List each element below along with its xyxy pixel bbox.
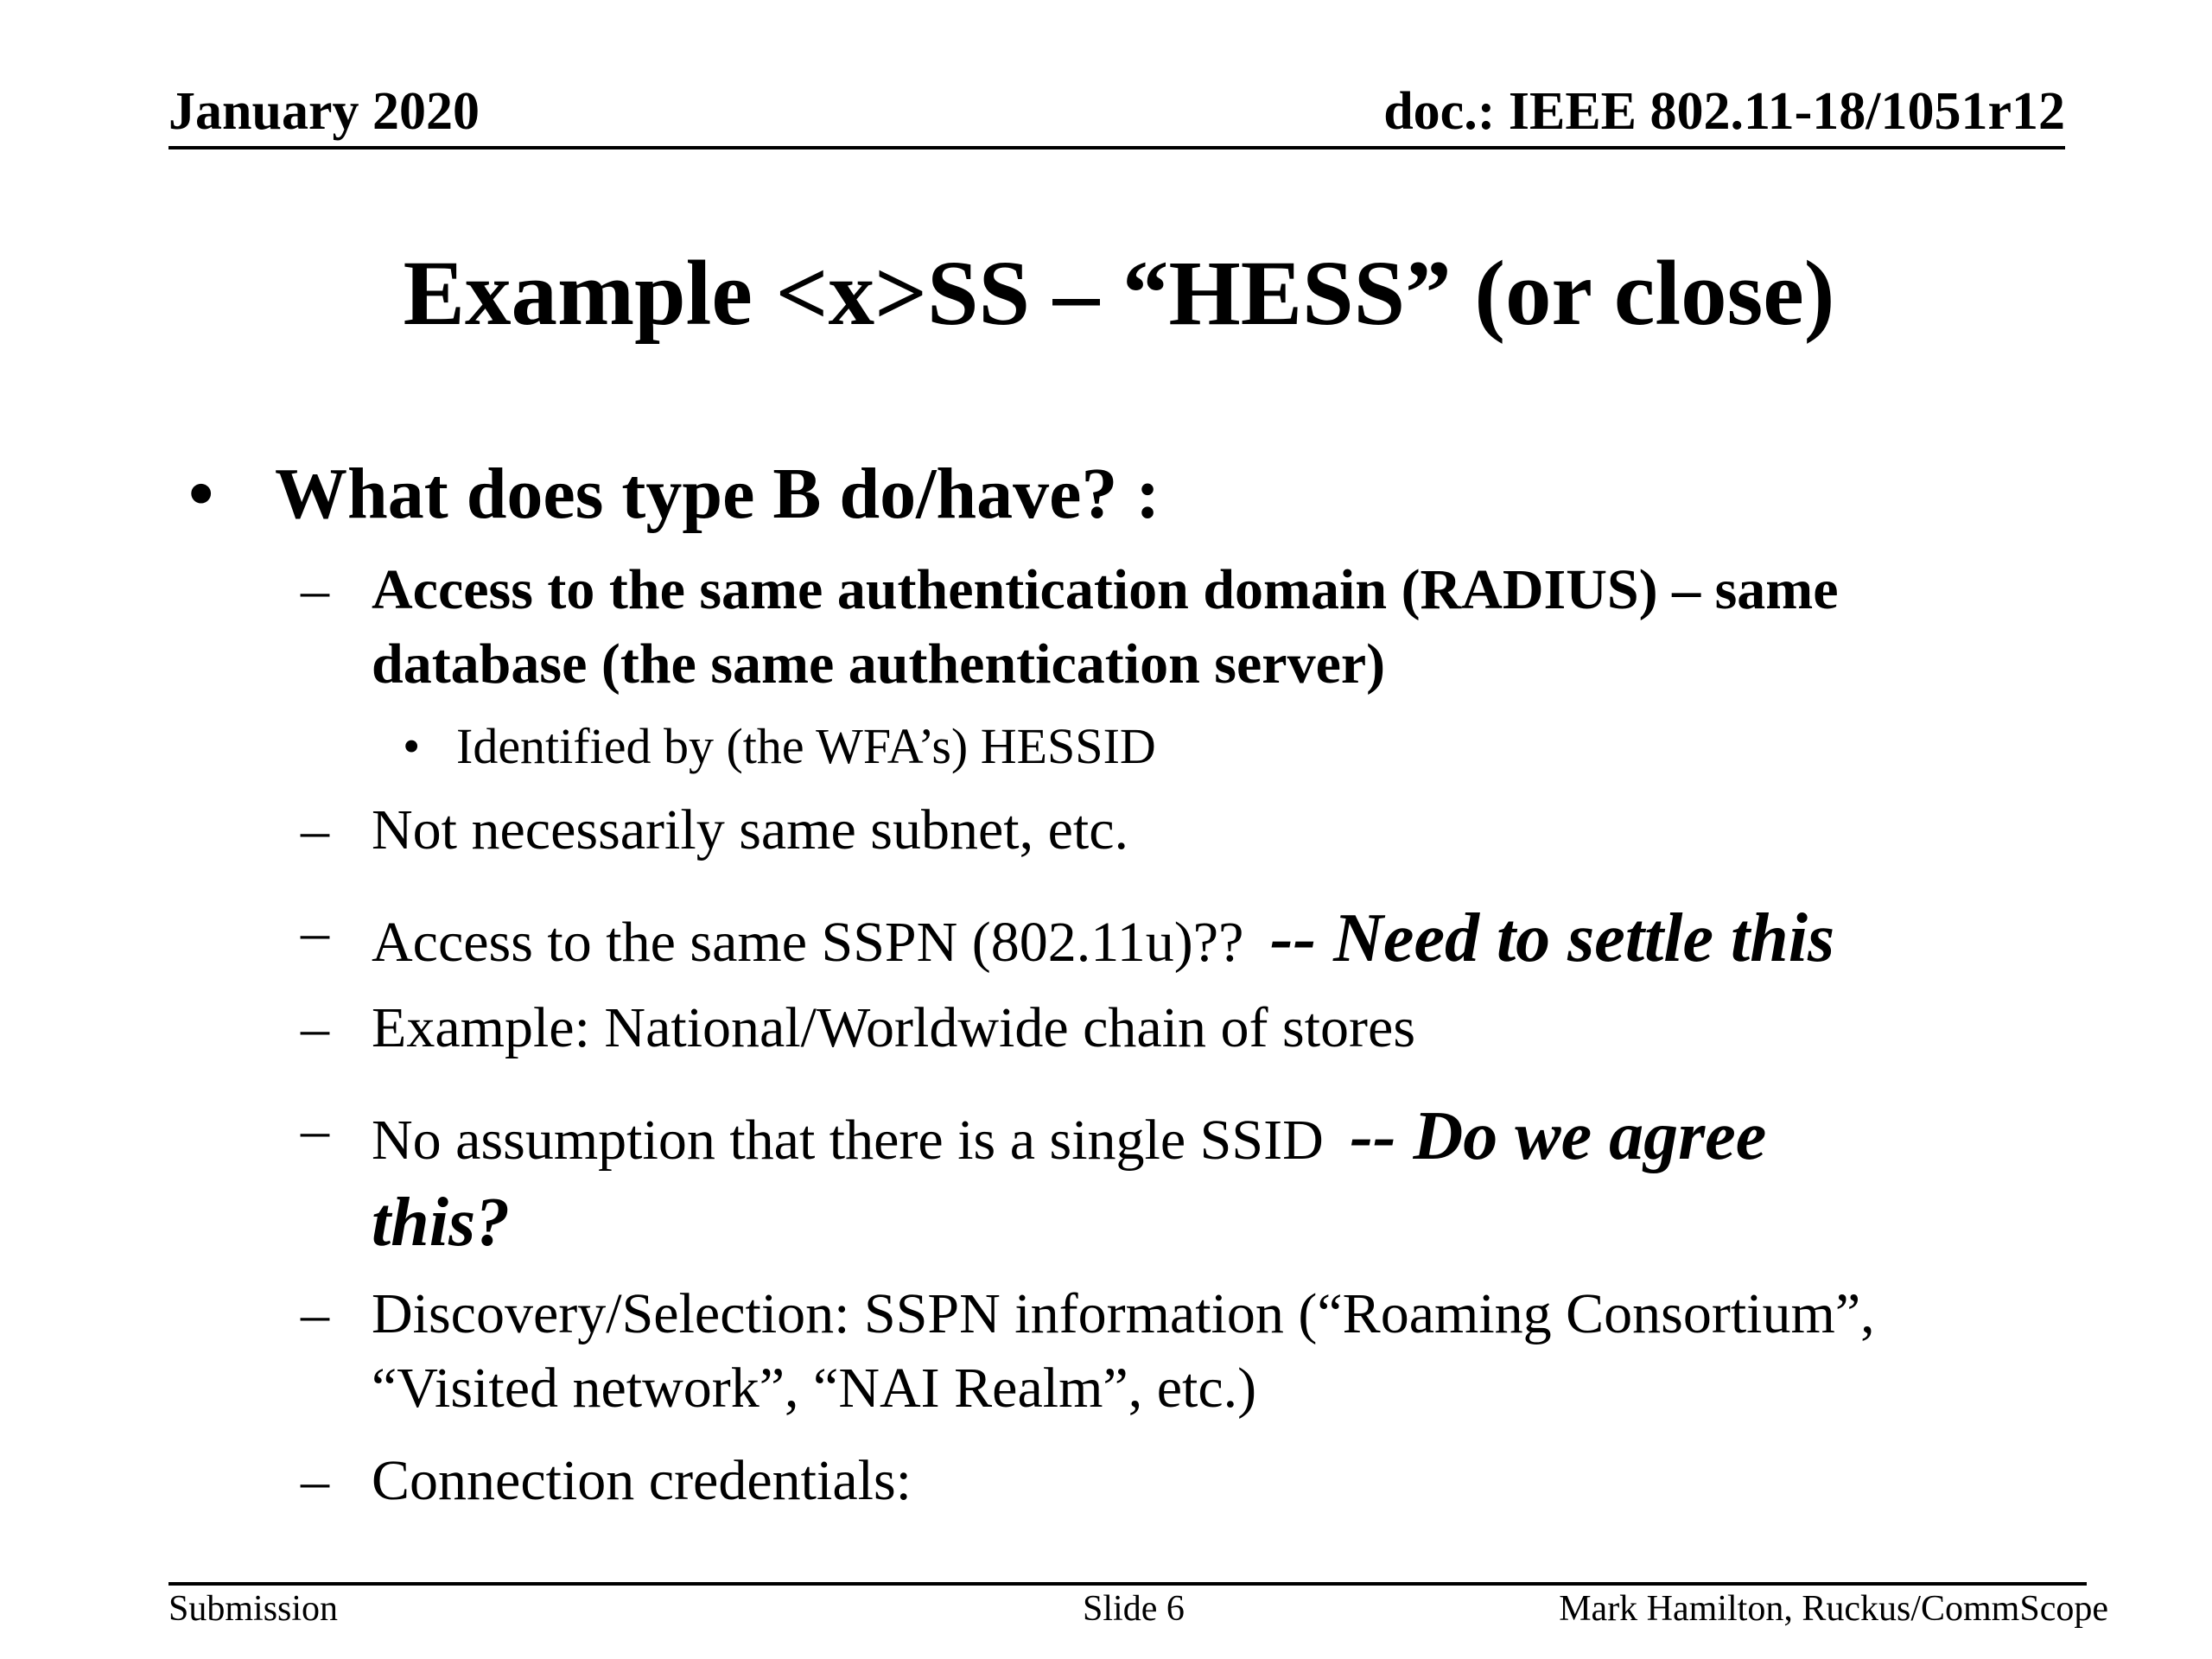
sub-bullet-text: Connection credentials:: [372, 1449, 912, 1512]
dash-marker: –: [301, 1282, 329, 1345]
sub-bullet-emphasis: -- Do we agree: [1350, 1098, 1767, 1174]
dash-marker: –: [301, 798, 329, 861]
sub-bullet-text: [372, 1098, 1767, 1174]
sub-bullet-plain: No assumption that there is a single SSID: [372, 1109, 1324, 1172]
sub-bullet-text-line1: Discovery/Selection: SSPN information (“Roaming Consortium”,: [372, 1282, 1875, 1345]
footer-divider: [168, 1582, 2087, 1586]
sub-sub-bullet-text: Identified by (the WFA’s) HESSID: [456, 718, 1156, 774]
dash-marker: –: [301, 558, 329, 621]
sub-bullet-text: Not necessarily same subnet, etc.: [372, 798, 1129, 861]
sub-bullet-text: Example: National/Worldwide chain of stores: [372, 996, 1416, 1059]
dash-marker: –: [301, 1449, 329, 1512]
sub-bullet-emphasis-continued: this?: [372, 1185, 511, 1261]
bullet-marker: •: [188, 454, 214, 534]
sub-bullet-plain: Access to the same SSPN (802.11u)??: [372, 911, 1244, 974]
dash-marker: –: [301, 1098, 329, 1161]
bullet-marker: •: [403, 718, 421, 774]
header-divider: [168, 146, 2065, 149]
dash-marker: –: [301, 900, 329, 963]
sub-bullet-emphasis: -- Need to settle this: [1269, 900, 1835, 976]
footer-author: Mark Hamilton, Ruckus/CommScope: [1559, 1589, 2108, 1629]
footer-submission: Submission: [168, 1589, 339, 1629]
slide-title: Example <x>SS – “HESS” (or close): [403, 243, 1835, 345]
main-bullet-text: What does type B do/have? :: [275, 454, 1160, 534]
sub-bullet-text-line2: “Visited network”, “NAI Realm”, etc.): [372, 1357, 1257, 1420]
sub-bullet-text-line1: Access to the same authentication domain (RADIUS) – same: [372, 558, 1839, 621]
sub-bullet-text: [372, 900, 1835, 976]
sub-bullet-text-line2: database (the same authentication server): [372, 632, 1386, 696]
dash-marker: –: [301, 996, 329, 1059]
header-doc-id: doc.: IEEE 802.11-18/1051r12: [1383, 82, 2065, 141]
footer-slide-number: Slide 6: [1083, 1589, 1185, 1629]
header-date: January 2020: [168, 82, 480, 141]
